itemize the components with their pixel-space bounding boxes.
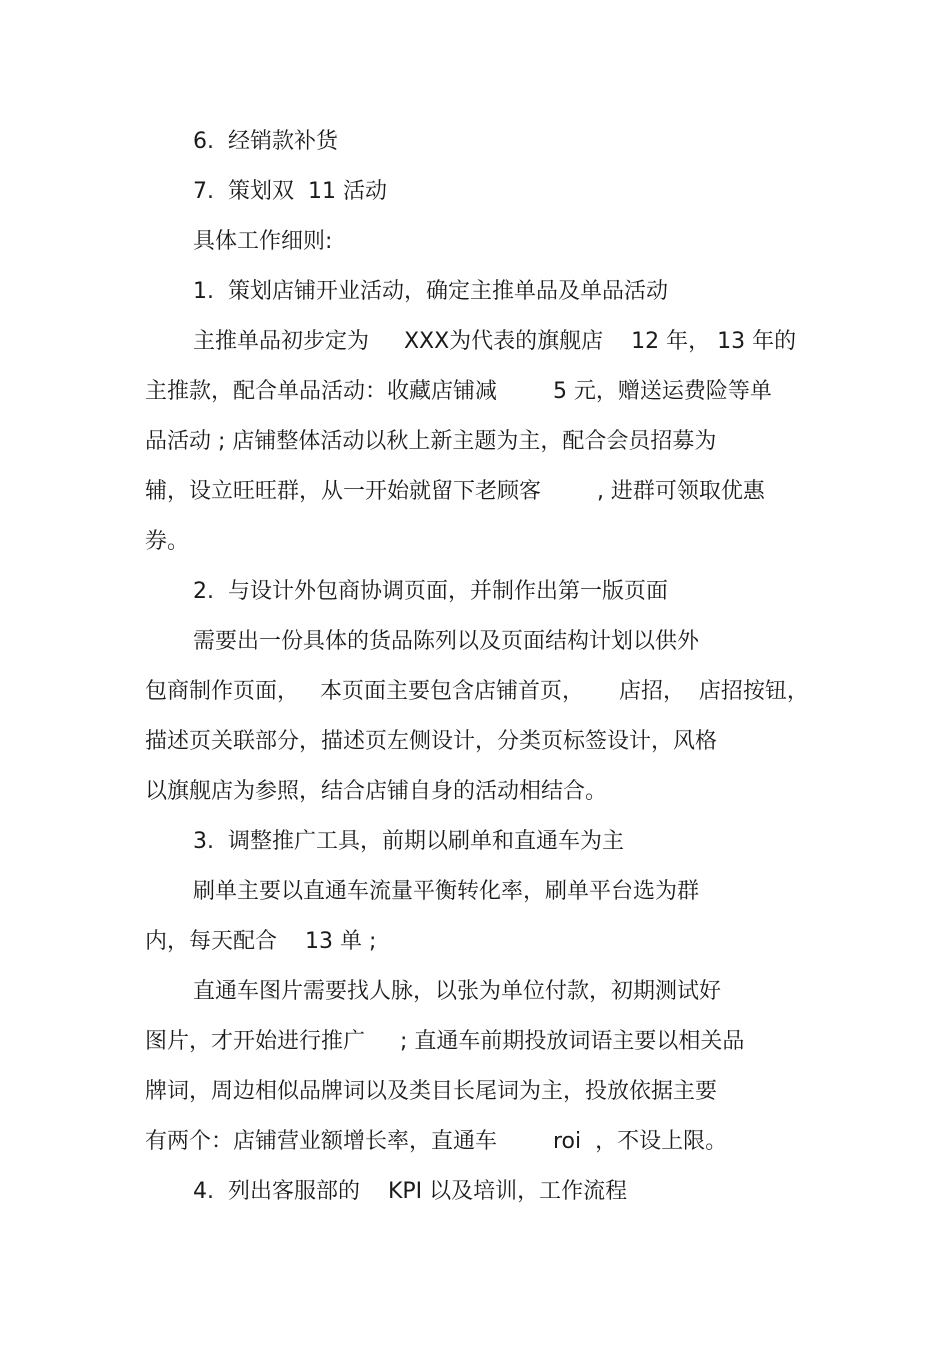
paragraph-line: 包商制作页面， 本页面主要包含店铺首页， 店招， 店招按钮， xyxy=(145,679,809,704)
section-heading: 具体工作细则: xyxy=(193,229,333,254)
paragraph-line: 有两个：店铺营业额增长率，直通车 roi ，不设上限。 xyxy=(145,1129,728,1154)
paragraph-line: 辅，设立旺旺群，从一开始就留下老顾客 , 进群可领取优惠 xyxy=(145,479,765,504)
paragraph-line: 品活动 ; 店铺整体活动以秋上新主题为主，配合会员招募为 xyxy=(145,429,717,454)
paragraph-line: 券。 xyxy=(145,529,190,554)
paragraph-line: 需要出一份具体的货品陈列以及页面结构计划以供外 xyxy=(193,629,700,654)
task-heading-3: 3. 调整推广工具，前期以刷单和直通车为主 xyxy=(193,829,624,854)
paragraph-line: 图片，才开始进行推广 ; 直通车前期投放词语主要以相关品 xyxy=(145,1029,745,1054)
task-heading-4: 4. 列出客服部的 KPI 以及培训，工作流程 xyxy=(193,1179,628,1204)
paragraph-line: 描述页关联部分，描述页左侧设计，分类页标签设计，风格 xyxy=(145,729,718,754)
paragraph-line: 内，每天配合 13 单 ; xyxy=(145,929,377,954)
paragraph-line: 直通车图片需要找人脉，以张为单位付款，初期测试好 xyxy=(193,979,722,1004)
task-heading-2: 2. 与设计外包商协调页面，并制作出第一版页面 xyxy=(193,579,668,604)
paragraph-line: 刷单主要以直通车流量平衡转化率，刷单平台选为群 xyxy=(193,879,700,904)
paragraph-line: 以旗舰店为参照，结合店铺自身的活动相结合。 xyxy=(145,779,608,804)
paragraph-line: 主推款，配合单品活动：收藏店铺减 5 元，赠送运费险等单 xyxy=(145,379,772,404)
paragraph-line: 主推单品初步定为 XXX为代表的旗舰店 12 年， 13 年的 xyxy=(193,329,797,354)
list-item-6: 6. 经销款补货 xyxy=(193,129,338,154)
paragraph-line: 牌词，周边相似品牌词以及类目长尾词为主，投放依据主要 xyxy=(145,1079,718,1104)
list-item-7: 7. 策划双 11 活动 xyxy=(193,179,387,204)
task-heading-1: 1. 策划店铺开业活动，确定主推单品及单品活动 xyxy=(193,279,668,304)
